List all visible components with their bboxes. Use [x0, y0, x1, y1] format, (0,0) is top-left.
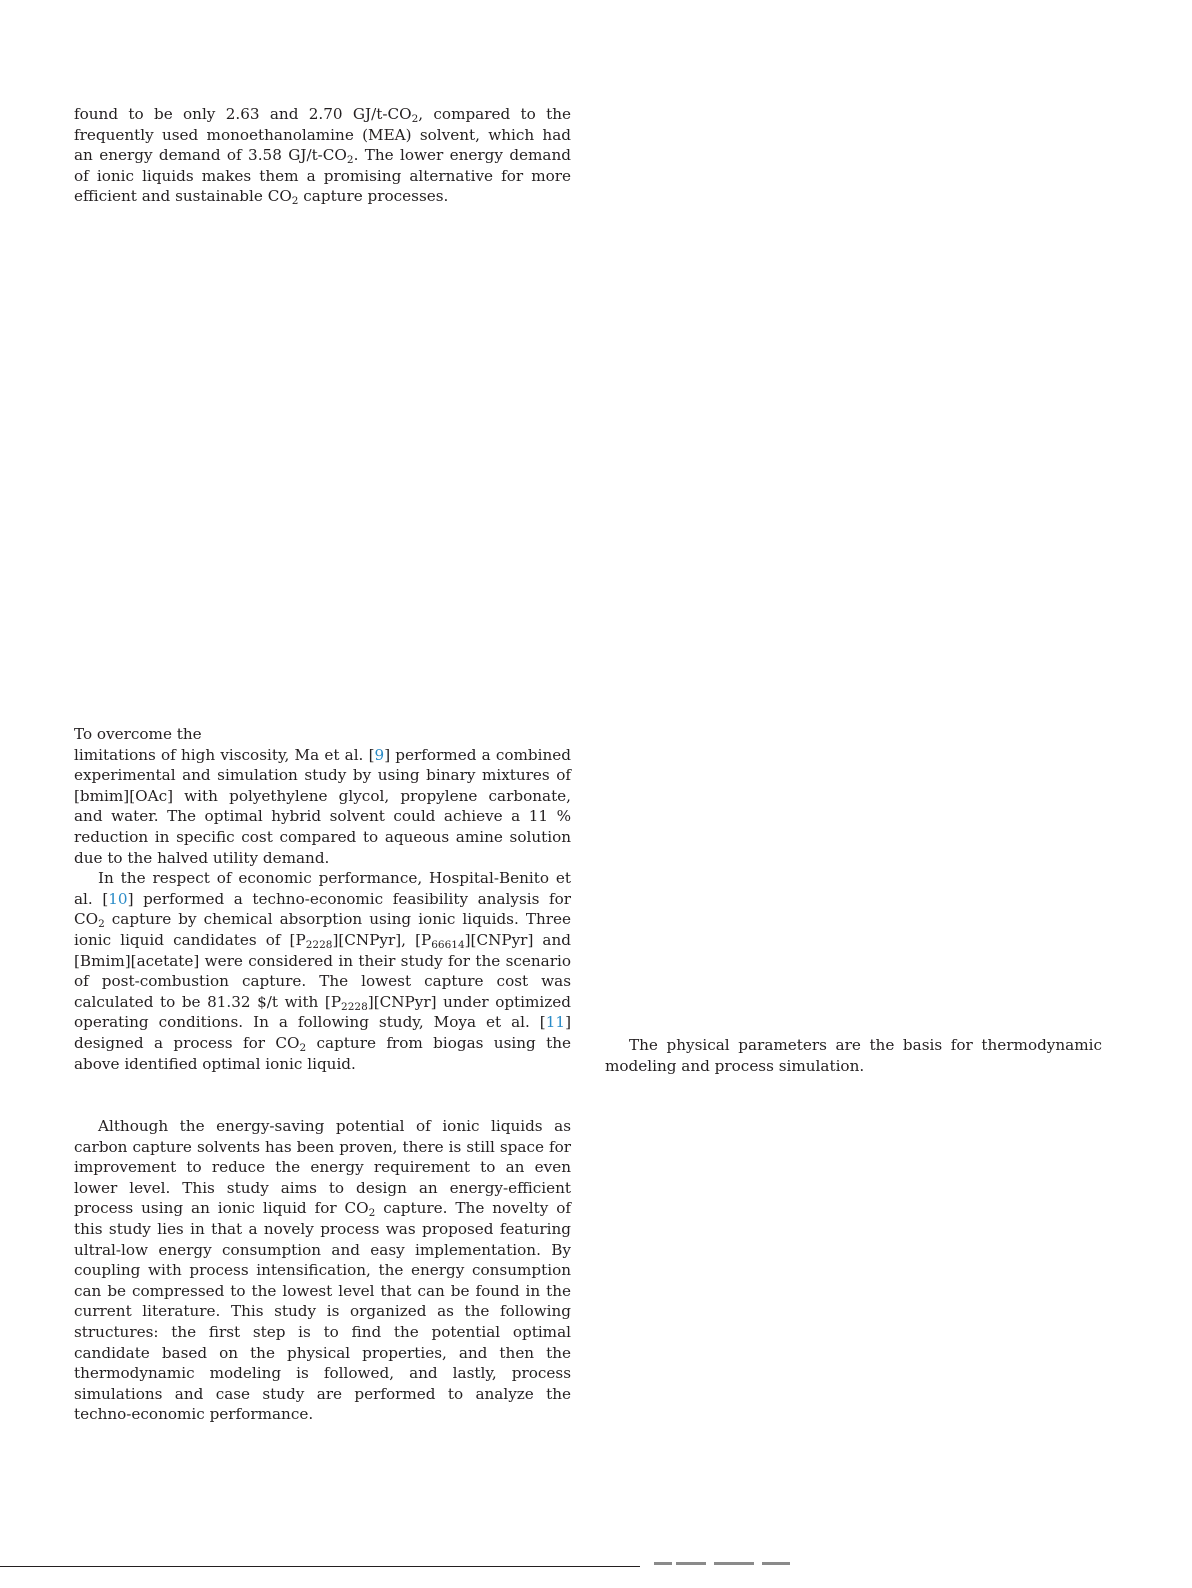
subscript: 2	[368, 1207, 376, 1220]
citation-link[interactable]: 9	[374, 745, 385, 764]
text-run: ][CNPyr] under optimized operating conditions. In a following study, Moya et al. [	[74, 992, 571, 1032]
text-run: capture. The novelty of this study lies in that a novely process was proposed featuring ultral-low energy consumption and easy implementation. By coupling with process intensification, the energy consumption can be compressed to the lowest level that can be found in the current literature. This study is organized as the following structures: the first step is to find the potential optimal candidate based on the physical properties, and then the thermodynamic modeling is followed, and lastly, process simulations and case study are performed to analyze the techno-economic performance.	[74, 1199, 571, 1424]
text-run: ] designed a process for CO	[74, 1013, 571, 1052]
citation-link[interactable]: 11	[545, 1013, 566, 1032]
footer-rule	[0, 1566, 640, 1567]
text-run: ][CNPyr], [P	[332, 930, 432, 949]
citation-link[interactable]: 10	[108, 889, 128, 908]
subscript: 2	[291, 195, 299, 208]
subscript: 2	[346, 154, 354, 167]
paragraph-text	[74, 104, 571, 207]
subscript: 2	[299, 1041, 307, 1054]
subscript: 2	[98, 918, 105, 931]
text-run: ] performed a techno-economic feasibility analysis for CO	[74, 889, 571, 929]
subscript: 2	[411, 113, 419, 125]
text-run: capture by chemical absorption using ionic liquids. Three ionic liquid candidates of [P	[74, 910, 571, 949]
paragraph-lead: To overcome the	[74, 725, 202, 743]
text-run: , compared to the frequently used monoethanolamine (MEA) solvent, which had an energy demand of 3.58 GJ/t-CO	[74, 105, 572, 165]
text-run: capture processes.	[298, 187, 449, 206]
paragraph-text	[605, 1035, 1102, 1076]
text-run: ][CNPyr] and [Bmim][acetate] were considered in their study for the scenario of post-combustion capture. The lowest capture cost was calculated to be 81.32 $/t with [P	[74, 930, 571, 1011]
paragraph-viscosity-economics	[74, 724, 571, 1074]
text-run: . The lower energy demand of ionic liquids makes them a promising alternative for more efficient and sustainable CO	[74, 146, 571, 206]
text-run: limitations of high viscosity, Ma et al. [	[74, 745, 375, 764]
paragraph-text	[74, 745, 571, 869]
paragraph-energy-demand	[74, 104, 571, 207]
paragraph-physical-parameters	[605, 1035, 1102, 1076]
subscript: 2228	[341, 1000, 368, 1013]
cropped-footer-text	[652, 1562, 812, 1570]
text-run: capture from biogas using the above identified optimal ionic liquid.	[74, 1033, 571, 1073]
text-run: found to be only 2.63 and 2.70 GJ/t-CO	[74, 105, 412, 123]
subscript: 66614	[431, 938, 465, 951]
subscript: 2228	[305, 938, 333, 951]
paragraph-text	[74, 1116, 571, 1425]
text-run: The physical parameters are the basis for thermodynamic modeling and process simulation.	[605, 1036, 1102, 1075]
paragraph-study-aims	[74, 1116, 571, 1425]
paragraph-text	[74, 868, 571, 1074]
text-run: Although the energy-saving potential of ionic liquids as carbon capture solvents has been proven, there is still space for improvement to reduce the energy requirement to an even lower level. This study aims to design an energy-efficient process using an ionic liquid for CO	[74, 1117, 571, 1218]
text-run: ] performed a combined experimental and simulation study by using binary mixtures of [bmim][OAc] with polyethylene glycol, propylene carbonate, and water. The optimal hybrid solvent could achieve a 11 % reduction in specific cost compared to aqueous amine solution due to the halved utility demand.	[74, 745, 571, 867]
text-run: In the respect of economic performance, Hospital-Benito et al. [	[74, 869, 571, 908]
